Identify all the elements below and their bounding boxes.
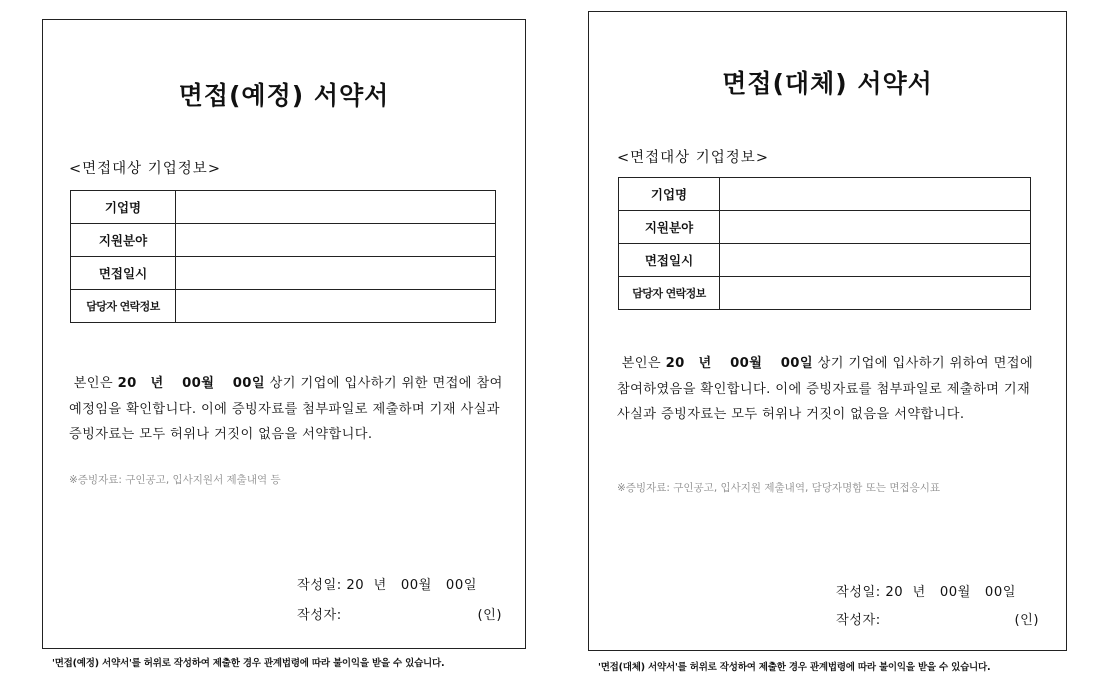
pledge-prefix: 본인은 xyxy=(73,376,114,391)
pledge-day: 00일 xyxy=(780,356,814,371)
form-title: 면접(대체) 서약서 xyxy=(722,69,933,98)
warning-footer: '면접(대체) 서약서'를 허위로 작성하여 제출한 경우 관계법령에 따라 불이익을 받을 수 있습니다. xyxy=(598,662,991,673)
warning-footer: '면접(예정) 서약서'를 허위로 작성하여 제출한 경우 관계법령에 따라 불이익을 받을 수 있습니다. xyxy=(52,658,445,669)
field-value-company[interactable] xyxy=(176,191,496,224)
table-row xyxy=(619,277,1031,310)
form-title: 면접(예정) 서약서 xyxy=(178,81,390,110)
field-value-position[interactable] xyxy=(720,211,1031,244)
pledge-form-substitute xyxy=(588,11,1067,651)
table-row xyxy=(71,257,496,290)
table-row xyxy=(619,178,1031,211)
field-label-position: 지원분야 xyxy=(619,211,720,244)
table-row xyxy=(71,191,496,224)
pledge-form-scheduled xyxy=(42,19,526,649)
field-label-interview-date: 면접일시 xyxy=(71,257,176,290)
pledge-year: 20 xyxy=(665,356,685,371)
evidence-note: ※증빙자료: 구인공고, 입사지원 제출내역, 담당자명함 또는 면접응시표 xyxy=(617,482,941,494)
writer-label: 작성자: xyxy=(297,608,342,623)
writer-label: 작성자: xyxy=(836,613,881,628)
writer-line xyxy=(297,604,502,623)
date-line xyxy=(836,581,1016,600)
field-value-interview-date[interactable] xyxy=(720,244,1031,277)
pledge-body: 상기 기업에 입사하기 위한 면접에 참여 예정임을 확인합니다. 이에 증빙자료를 첨부파일로 제출하며 기재 사실과 증빙자료는 모두 허위나 거짓이 없음을 서약합니다. xyxy=(69,376,503,442)
company-info-table xyxy=(70,190,496,323)
table-row xyxy=(619,211,1031,244)
seal-mark: (인) xyxy=(1014,613,1039,628)
table-row xyxy=(71,290,496,323)
field-value-contact[interactable] xyxy=(176,290,496,323)
pledge-year-unit: 년 xyxy=(150,376,164,391)
field-value-position[interactable] xyxy=(176,224,496,257)
field-value-company[interactable] xyxy=(720,178,1031,211)
field-label-company: 기업명 xyxy=(619,178,720,211)
pledge-year-unit: 년 xyxy=(698,356,712,371)
pledge-body: 상기 기업에 입사하기 위하여 면접에 참여하였음을 확인합니다. 이에 증빙자료를 첨부파일로 제출하며 기재 사실과 증빙자료는 모두 허위나 거짓이 없음을 서약합니다. xyxy=(617,356,1034,422)
field-label-contact: 담당자 연락정보 xyxy=(619,277,720,310)
pledge-year: 20 xyxy=(117,376,137,391)
table-row xyxy=(71,224,496,257)
company-info-heading: <면접대상 기업정보> xyxy=(69,161,221,177)
company-info-table xyxy=(618,177,1031,310)
seal-mark: (인) xyxy=(477,608,502,623)
date-line-text: 작성일: 20 년 00월 00일 xyxy=(836,585,1016,600)
writer-line xyxy=(836,609,1039,628)
pledge-day: 00일 xyxy=(232,376,266,391)
field-label-company: 기업명 xyxy=(71,191,176,224)
date-line xyxy=(297,574,477,593)
pledge-month: 00월 xyxy=(730,356,763,371)
date-line-text: 작성일: 20 년 00월 00일 xyxy=(297,578,477,593)
field-value-interview-date[interactable] xyxy=(176,257,496,290)
pledge-statement xyxy=(617,351,1037,428)
field-label-contact: 담당자 연락정보 xyxy=(71,290,176,323)
table-row xyxy=(619,244,1031,277)
field-label-interview-date: 면접일시 xyxy=(619,244,720,277)
pledge-month: 00월 xyxy=(182,376,215,391)
field-value-contact[interactable] xyxy=(720,277,1031,310)
pledge-statement xyxy=(69,371,514,448)
field-label-position: 지원분야 xyxy=(71,224,176,257)
company-info-heading: <면접대상 기업정보> xyxy=(617,150,769,166)
evidence-note: ※증빙자료: 구인공고, 입사지원서 제출내역 등 xyxy=(69,474,281,486)
pledge-prefix: 본인은 xyxy=(621,356,662,371)
